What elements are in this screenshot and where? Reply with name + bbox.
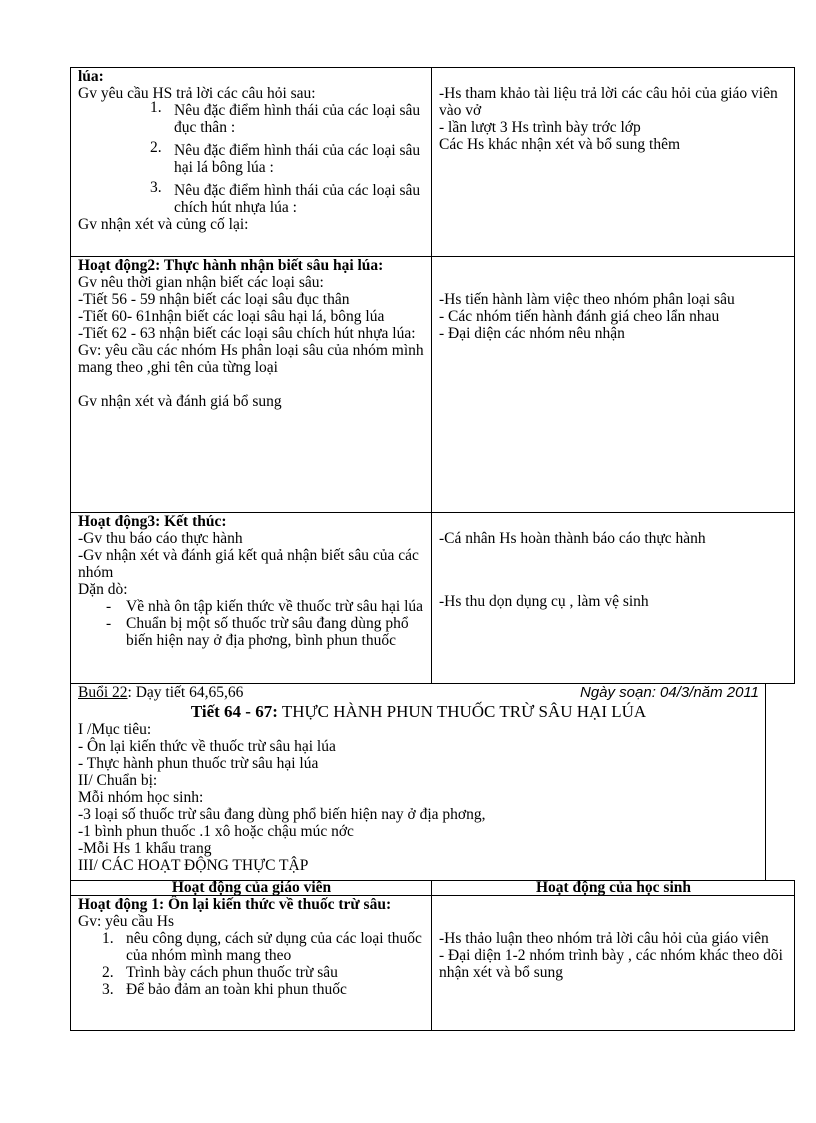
section-line: III/ CÁC HOẠT ĐỘNG THỰC TẬP	[78, 857, 309, 874]
cell-text: -Gv thu báo cáo thực hành	[78, 530, 243, 547]
cell-text: -Tiết 62 - 63 nhận biết các loại sâu chích hút nhựa lúa:	[78, 325, 416, 342]
task-list	[78, 930, 425, 998]
column-header: Hoạt động của giáo viên	[71, 881, 432, 896]
cell-heading: Hoạt động 1: Ôn lại kiến thức về thuốc trừ sâu:	[78, 896, 392, 913]
section-line: - Thực hành phun thuốc trừ sâu hại lúa	[78, 755, 319, 772]
teacher-cell	[71, 68, 432, 257]
table-header-row	[71, 881, 795, 896]
list-item: 2. Nêu đặc điểm hình thái của các loại sâu hại lá bông lúa :	[150, 139, 421, 176]
list-item: 1. Nêu đặc điểm hình thái của các loại sâu đục thân :	[150, 99, 421, 136]
section-line: Mỗi nhóm học sinh:	[78, 789, 204, 806]
activity-table-top	[70, 67, 795, 684]
teacher-cell	[71, 257, 432, 513]
teacher-cell	[71, 513, 432, 684]
cell-text: Dặn dò:	[78, 581, 128, 598]
section-line: - Ôn lại kiến thức về thuốc trừ sâu hại lúa	[78, 738, 336, 755]
table-row	[71, 68, 795, 257]
cell-text: Gv yêu cầu HS trả lời các câu hỏi sau:	[78, 85, 316, 102]
lesson-plan-section	[70, 684, 766, 880]
table-row	[71, 513, 795, 684]
cell-text: - lần lượt 3 Hs trình bày trớc lớp	[439, 119, 641, 136]
cell-text: -Hs tham khảo tài liệu trả lời các câu hỏi của giáo viên vào vở	[439, 85, 778, 119]
cell-text: -Tiết 56 - 59 nhận biết các loại sâu đục thân	[78, 291, 350, 308]
section-line: II/ Chuẩn bị:	[78, 772, 158, 789]
lesson-title: Tiết 64 - 67: THỰC HÀNH PHUN THUỐC TRỪ SÂU HẠI LÚA	[190, 702, 647, 721]
teacher-cell	[71, 896, 432, 1031]
section-line: -Mỗi Hs 1 khẩu trang	[78, 840, 212, 857]
cell-text: - Đại diện các nhóm nêu nhận	[439, 325, 625, 342]
question-list	[78, 99, 425, 216]
student-cell	[432, 257, 795, 513]
cell-text: Gv nêu thời gian nhận biết các loại sâu:	[78, 274, 324, 291]
cell-text: -Hs tiến hành làm việc theo nhóm phân loại sâu	[439, 291, 735, 308]
cell-heading: Hoạt động3: Kết thúc:	[78, 513, 227, 530]
list-item: 3. Nêu đặc điểm hình thái của các loại sâu chích hút nhựa lúa :	[150, 179, 421, 216]
document-page	[70, 67, 783, 1031]
cell-text: -Gv nhận xét và đánh giá kết quả nhận biết sâu của các nhóm	[78, 547, 419, 581]
list-item: 2. Trình bày cách phun thuốc trừ sâu	[102, 964, 338, 981]
cell-heading: Hoạt động2: Thực hành nhận biết sâu hại lúa:	[78, 257, 384, 274]
cell-text: Gv: yêu cầu Hs	[78, 913, 174, 930]
column-header: Hoạt động của học sinh	[432, 881, 795, 896]
section-line: I /Mục tiêu:	[78, 721, 152, 738]
list-item: - Chuẩn bị một số thuốc trừ sâu đang dùng phổ biến hiện nay ở địa phơng, bình phun thuốc	[106, 615, 409, 649]
homework-list	[78, 598, 425, 649]
activity-table-bottom	[70, 880, 795, 1031]
cell-text: -Hs thu dọn dụng cụ , làm vệ sinh	[439, 593, 649, 610]
table-row	[71, 257, 795, 513]
list-item: - Về nhà ôn tập kiến thức về thuốc trừ sâu hại lúa	[106, 598, 424, 615]
student-cell	[432, 513, 795, 684]
cell-text: Gv nhận xét và đánh giá bổ sung	[78, 393, 282, 410]
cell-text: -Hs thảo luận theo nhóm trả lời câu hỏi của giáo viên	[439, 930, 769, 947]
prepared-date: Ngày soạn: 04/3/năm 2011	[579, 684, 759, 701]
cell-text: -Cá nhân Hs hoàn thành báo cáo thực hành	[439, 530, 706, 547]
cell-text: - Đại diện 1-2 nhóm trình bày , các nhóm khác theo dõi nhận xét và bổ sung	[439, 947, 783, 981]
cell-text: - Các nhóm tiến hành đánh giá cheo lẩn nhau	[439, 308, 720, 325]
cell-heading: lúa:	[78, 68, 104, 85]
table-row	[71, 896, 795, 1031]
student-cell	[432, 68, 795, 257]
section-line: -1 bình phun thuốc .1 xô hoặc chậu múc nớc	[78, 823, 354, 840]
list-item: 1. nêu công dụng, cách sử dụng của các loại thuốc của nhóm mình mang theo	[102, 930, 422, 964]
cell-text: Gv nhận xét và củng cố lại:	[78, 216, 249, 233]
list-item: 3. Để bảo đảm an toàn khi phun thuốc	[102, 981, 347, 998]
cell-text: Các Hs khác nhận xét và bổ sung thêm	[439, 136, 681, 153]
cell-text: Gv: yêu cầu các nhóm Hs phân loại sâu của nhóm mình mang theo ,ghi tên của từng loại	[78, 342, 424, 376]
student-cell	[432, 896, 795, 1031]
section-line: -3 loại số thuốc trừ sâu đang dùng phổ biến hiện nay ở địa phơng,	[78, 806, 486, 823]
cell-text: -Tiết 60- 61nhận biết các loại sâu hại lá, bông lúa	[78, 308, 385, 325]
session-info: Buổi 22: Dạy tiết 64,65,66	[78, 684, 244, 701]
